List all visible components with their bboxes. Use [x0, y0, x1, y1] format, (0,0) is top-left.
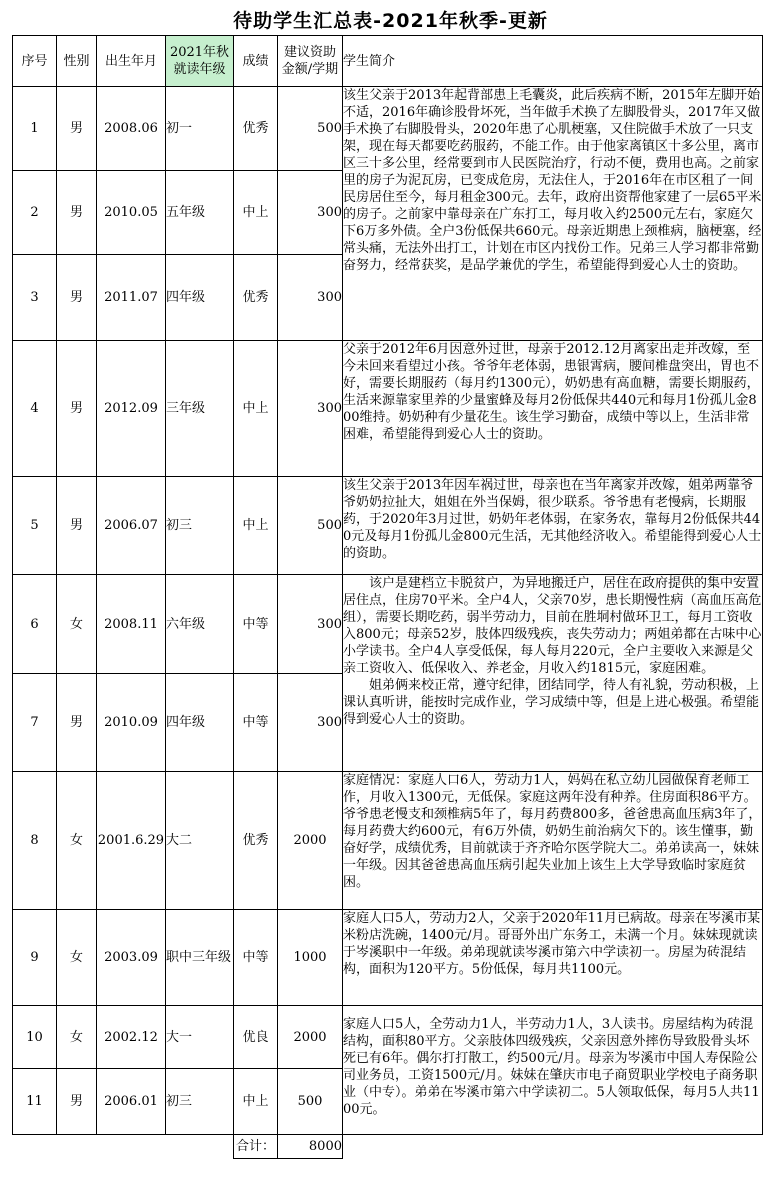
header-row — [13, 36, 763, 87]
cell-no: 11 — [13, 1069, 57, 1135]
header-gender: 性别 — [57, 36, 97, 87]
cell-intro: 该生父亲于2013年因车祸过世，母亲也在当年离家并改嫁，姐弟两靠爷爷奶奶拉扯大，姐姐在外当保姆，很少联系。爷爷患有老慢病，长期服药，于2020年3月过世，奶奶年老体弱，在家务农，靠每月2份低保共440元及每月1份孤儿金800元生活，无其他经济收入。希望能得到爱心人士的资助。 — [343, 477, 763, 575]
cell-birth: 2006.07 — [97, 477, 166, 575]
cell-no: 1 — [13, 87, 57, 171]
intro-paragraph: 姐弟俩来校正常，遵守纪律，团结同学，待人有礼貌，劳动积极，上课认真听讲，能按时完成作业，学习成绩中等，但是上进心极强。希望能得到爱心人士的资助。 — [343, 678, 760, 727]
cell-amount: 1000 — [278, 910, 343, 1006]
cell-no: 7 — [13, 674, 57, 772]
cell-birth: 2008.06 — [97, 87, 166, 171]
header-grade: 2021年秋就读年级 — [166, 36, 234, 87]
cell-no: 10 — [13, 1006, 57, 1069]
cell-grade: 职中三年级 — [166, 910, 234, 1006]
cell-no: 5 — [13, 477, 57, 575]
cell-gender: 女 — [57, 575, 97, 674]
cell-amount: 500 — [278, 1069, 343, 1135]
header-birth: 出生年月 — [97, 36, 166, 87]
table-row — [13, 477, 763, 575]
table-row — [13, 910, 763, 1006]
cell-score: 优秀 — [234, 772, 278, 910]
cell-birth: 2010.05 — [97, 171, 166, 255]
total-label: 合计： — [234, 1135, 278, 1159]
cell-score: 中上 — [234, 341, 278, 477]
intro-paragraph: 该户是建档立卡脱贫户，为异地搬迁户，居住在政府提供的集中安置居住点，住房70平米。全户4人，父亲70岁，患长期慢性病（高血压高危组），需要长期吃药，弱半劳动力，目前在胜垌村做环卫工，每月工资收入800元；母亲52岁，肢体四级残疾，丧失劳动力；两姐弟都在古味中心小学读书。全户4人享受低保，每人每月220元，全户主要收入来源是父亲工资收入、低保收入、养老金，月收入约1815元，家庭困难。 — [343, 576, 762, 676]
cell-intro: 家庭人口5人，全劳动力1人，半劳动力1人，3人读书。房屋结构为砖混结构，面积80平方。父亲肢体四级残疾，父亲因意外摔伤导致股骨头坏死已有6年。偶尔打打散工，约500元/月。母亲为岑溪市中国人寿保险公司业务员，工资1500元/月。妹妹在肇庆市电子商贸职业学校电子商务职业（中专）。弟弟在岑溪市第六中学读初二。5人领取低保，每月5人共1100元。 — [343, 1006, 763, 1135]
student-table — [12, 35, 763, 1159]
cell-gender: 女 — [57, 910, 97, 1006]
table-row — [13, 772, 763, 910]
cell-grade: 三年级 — [166, 341, 234, 477]
cell-amount: 300 — [278, 575, 343, 674]
cell-gender: 女 — [57, 772, 97, 910]
cell-birth: 2010.09 — [97, 674, 166, 772]
cell-score: 中上 — [234, 477, 278, 575]
cell-amount: 2000 — [278, 1006, 343, 1069]
cell-intro: 父亲于2012年6月因意外过世，母亲于2012.12月离家出走并改嫁，至今未回来看望过小孩。爷爷年老体弱，患银霄病，腰间椎盘突出，胃也不好，需要长期服药（每月约1300元），奶奶患有高血糖，需要长期服药，生活来源靠家里养的少量蜜蜂及每月2份低保共440元和每月1份孤儿金800维持。奶奶种有少量花生。该生学习勤奋，成绩中等以上，生活非常困难，希望能得到爱心人士的资助。 — [343, 341, 763, 477]
cell-intro — [343, 575, 763, 772]
cell-birth: 2012.09 — [97, 341, 166, 477]
cell-gender: 男 — [57, 87, 97, 171]
cell-grade: 四年级 — [166, 674, 234, 772]
cell-no: 6 — [13, 575, 57, 674]
cell-score: 优秀 — [234, 255, 278, 341]
cell-score: 中上 — [234, 171, 278, 255]
cell-amount: 500 — [278, 477, 343, 575]
cell-gender: 男 — [57, 477, 97, 575]
cell-gender: 男 — [57, 171, 97, 255]
cell-gender: 男 — [57, 674, 97, 772]
cell-birth: 2001.6.29 — [97, 772, 166, 910]
cell-no: 9 — [13, 910, 57, 1006]
cell-birth: 2003.09 — [97, 910, 166, 1006]
cell-grade: 五年级 — [166, 171, 234, 255]
table-row — [13, 87, 763, 171]
cell-birth: 2006.01 — [97, 1069, 166, 1135]
cell-grade: 大一 — [166, 1006, 234, 1069]
cell-amount: 300 — [278, 171, 343, 255]
header-amount: 建议资助金额/学期 — [278, 36, 343, 87]
cell-no: 8 — [13, 772, 57, 910]
cell-score: 优秀 — [234, 87, 278, 171]
cell-grade: 四年级 — [166, 255, 234, 341]
table-row — [13, 1006, 763, 1069]
cell-intro: 家庭情况：家庭人口6人，劳动力1人，妈妈在私立幼儿园做保育老师工作，月收入1300元，无低保。家庭这两年没有种养。住房面积86平方。爷爷患老慢支和颈椎病5年了，每月药费800多，爸爸患高血压病3年了，每月药费大约600元，有6万外债，奶奶生前治病欠下的。该生懂事，勤奋好学，成绩优秀，目前就读于齐齐哈尔医学院大二。弟弟读高一，妹妹一年级。因其爸爸患高血压病引起失业加上该生上大学导致临时家庭贫困。 — [343, 772, 763, 910]
cell-birth: 2002.12 — [97, 1006, 166, 1069]
cell-birth: 2011.07 — [97, 255, 166, 341]
cell-grade: 大二 — [166, 772, 234, 910]
header-score: 成绩 — [234, 36, 278, 87]
cell-amount: 300 — [278, 341, 343, 477]
total-row — [13, 1135, 763, 1159]
header-no: 序号 — [13, 36, 57, 87]
cell-score: 中等 — [234, 910, 278, 1006]
total-value: 8000 — [278, 1135, 343, 1159]
table-row — [13, 575, 763, 674]
table-row — [13, 341, 763, 477]
cell-score: 中上 — [234, 1069, 278, 1135]
header-intro: 学生简介 — [343, 36, 763, 87]
cell-no: 2 — [13, 171, 57, 255]
cell-grade: 初三 — [166, 477, 234, 575]
cell-grade: 六年级 — [166, 575, 234, 674]
cell-amount: 300 — [278, 674, 343, 772]
cell-gender: 女 — [57, 1006, 97, 1069]
cell-amount: 2000 — [278, 772, 343, 910]
cell-amount: 500 — [278, 87, 343, 171]
cell-score: 中等 — [234, 575, 278, 674]
cell-intro: 该生父亲于2013年起背部患上毛囊炎，此后疾病不断，2015年左脚开始不适，2016年确诊股骨坏死，当年做手术换了左脚股骨头，2017年又做手术换了右脚股骨头，2020年患了心肌梗塞，又住院做手术放了一只支架，现在每天都要吃药服药，不能工作。由于他家离镇区十多公里，离市区三十多公里，经常要到市人民医院治疗，行动不便，费用也高。之前家里的房子为泥瓦房，已变成危房，无法住人，于2016年在市区租了一间民房居住至今，每月租金300元。去年，政府出资帮他家建了一层65平米的房子。之前家中靠母亲在广东打工，每月收入约2500元左右，家庭欠下6万多外债。全户3份低保共660元。母亲近期患上颈椎病，脑梗塞，经常头痛，无法外出打工，计划在市区内找份工作。兄弟三人学习都非常勤奋努力，经常获奖，是品学兼优的学生，希望能得到爱心人士的资助。 — [343, 87, 763, 341]
cell-intro: 家庭人口5人，劳动力2人，父亲于2020年11月已病故。母亲在岑溪市某米粉店洗碗，1400元/月。哥哥外出广东务工，未满一个月。妹妹现就读于岑溪职中一年级。弟弟现就读岑溪市第六中学读初一。房屋为砖混结构，面积为120平方。5份低保，每月共1100元。 — [343, 910, 763, 1006]
cell-grade: 初三 — [166, 1069, 234, 1135]
page-title: 待助学生汇总表-2021年秋季-更新 — [233, 10, 548, 32]
cell-gender: 男 — [57, 341, 97, 477]
cell-score: 中等 — [234, 674, 278, 772]
cell-grade: 初一 — [166, 87, 234, 171]
cell-gender: 男 — [57, 1069, 97, 1135]
cell-no: 4 — [13, 341, 57, 477]
cell-gender: 男 — [57, 255, 97, 341]
cell-amount: 300 — [278, 255, 343, 341]
cell-birth: 2008.11 — [97, 575, 166, 674]
cell-no: 3 — [13, 255, 57, 341]
cell-score: 优良 — [234, 1006, 278, 1069]
